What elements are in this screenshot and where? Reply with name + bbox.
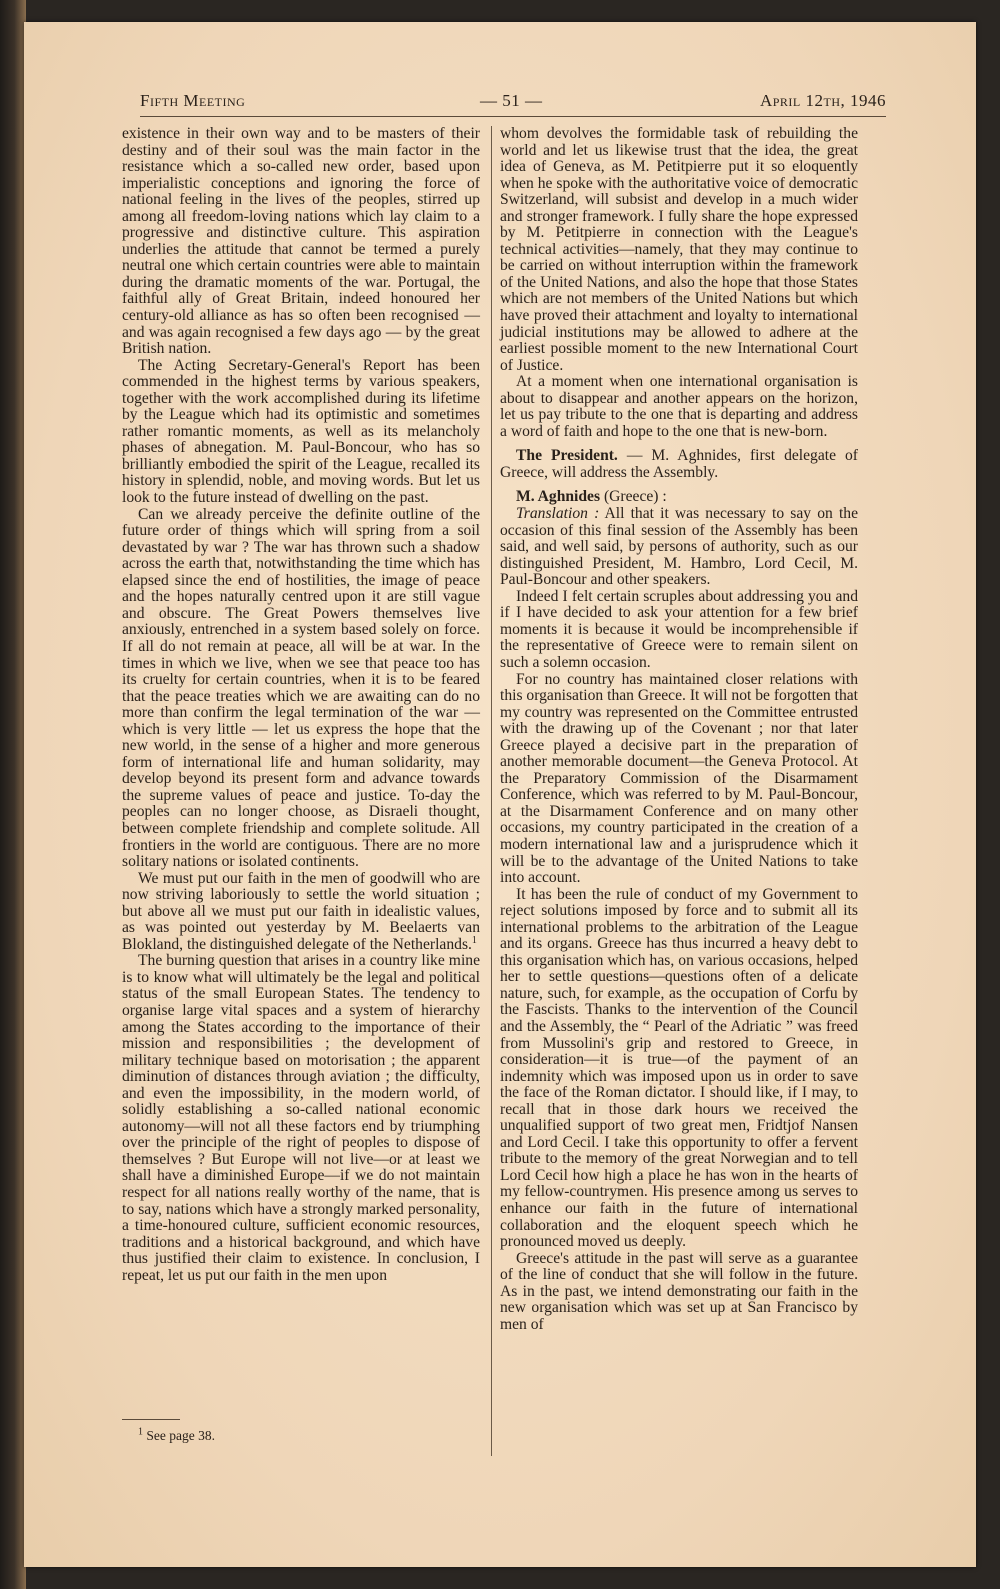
header-date: April 12th, 1946 <box>759 91 886 110</box>
president-paragraph <box>500 448 858 481</box>
paragraph: existence in their own way and to be masters of their destiny and of their soul was the main factor in the resistance which a so-called new order, based upon imperialistic conceptions and ignoring the force of national feeling in the lives of the peoples, stirred up among all freedom-loving nations which lay claim to a progressive and distinctive culture. This aspiration underlies the attitude that cannot be termed a purely neutral one which certain countries were able to maintain during the dramatic moments of the war. Portugal, the faithful ally of Great Britain, indeed honoured her century-old alliance as has so often been recognised — and was again recognised a few days ago — by the great British nation. <box>122 125 480 358</box>
running-header <box>140 91 886 115</box>
paragraph: It has been the rule of conduct of my Government to reject solutions imposed by force and to submit all its international problems to the arbitration of the League and its organs. Greece has thus incurred a heavy debt to this organisation which has, on various occasions, helped her to settle questions—questions often of a delicate nature, such, for example, as the occupation of Corfu by the Fascists. Thanks to the intervention of the Council and the Assembly, the “ Pearl of the Adriatic ” was freed from Mussolini's grip and restored to Greece, in consideration—it is true—of the payment of an indemnity which was imposed upon us in order to save the face of the Roman dictator. I should like, if I may, to recall that in those dark hours we received the unqualified support of two great men, Fridtjof Nansen and Lord Cecil. I take this opportunity to offer a fervent tribute to the memory of the great Norwegian and to tell Lord Cecil how high a place he has won in the hearts of my fellow-countrymen. His presence among us serves to enhance our faith in the future of international collaboration and the eloquent speech which he pronounced moved us deeply. <box>500 885 858 1251</box>
paragraph: At a moment when one international organisation is about to disappear and another appears on the horizon, let us pay tribute to the one that is departing and address a word of faith and hope to the one that is new-born. <box>500 373 858 440</box>
paragraph: For no country has maintained closer relations with this organisation than Greece. It will not be forgotten that my country was represented on the Committee entrusted with the drawing up of the Covenant ; nor that later Greece played a decisive part in the preparation of another memorable document—the Geneva Protocol. At the Preparatory Commission of the Disarmament Conference, which was referred to by M. Paul-Boncour, at the Disarmament Conference and on many other occasions, my country participated in the creation of a modern international law and a jurisprudence which it will be to the advantage of the United Nations to take into account. <box>500 670 858 887</box>
book-spine-shadow <box>0 0 26 1589</box>
footnote <box>138 1428 338 1444</box>
document-page <box>24 22 976 1567</box>
paragraph-text: We must put our faith in the men of goodwill who are now striving laboriously to settle the world situation ; but above all we must put our faith in idealistic values, as was pointed out yesterday by M. Beelaerts van Blokland, the distinguished delegate of the Netherlands. <box>122 869 480 953</box>
speaker-name: M. Aghnides <box>516 488 601 506</box>
paragraph: Can we already perceive the definite outline of the future order of things which will spring from a soil devastated by war ? The war has thrown such a shadow across the earth that, notwithstanding the time which has elapsed since the end of hostilities, the image of peace and the hopes naturally centred upon it are still vague and obscure. The Great Powers themselves live anxiously, entrenched in a system based solely on force. If all do not remain at peace, all will be at war. In the times in which we live, when we see that peace too has its cruelty for certain countries, when it is to be feared that the peace treaties which we are awaiting can do no more than confirm the legal termination of the war — which is very little — let us express the hope that the new world, in the sense of a higher and more generous form of international life and human solidarity, may develop beyond its present form and advance towards the supreme values of peace and justice. To-day the peoples can no longer choose, as Disraeli thought, between complete friendship and complete solitude. All frontiers in the world are contiguous. There are no more solitary nations or isolated continents. <box>122 505 480 871</box>
footnote-text: See page 38. <box>143 1428 215 1443</box>
paragraph <box>122 871 480 954</box>
footnote-rule <box>122 1419 180 1420</box>
footnote-marker: 1 <box>138 1426 143 1438</box>
president-label: The President. <box>516 447 618 465</box>
paragraph: The burning question that arises in a country like mine is to know what will ultimately be the legal and political status of the small European States. The tendency to organise large vital spaces and a system of hierarchy among the States according to the importance of their mission and responsibilities ; the development of military technique based on motorisation ; the apparent diminution of distances through aviation ; the difficulty, and even the impossibility, in the modern world, of solidly establishing a so-called national economic autonomy—will not all these factors end by triumphing over the principle of the right of peoples to dispose of themselves ? But Europe will not live—or at least we shall have a diminished Europe—if we do not maintain respect for all nations really worthy of the name, that is to say, nations which have a strongly marked personality, a time-honoured culture, sufficient economic resources, traditions and a historical background, and which have thus justified their claim to existence. In conclusion, I repeat, let us put our faith in the men upon <box>122 952 480 1284</box>
speaker-country: (Greece) : <box>600 488 667 506</box>
paragraph-text: All that it was necessary to say on the occasion of this final session of the Assembly has been said, and well said, by persons of authority, such as our distinguished President, M. Hambro, Lord Cecil, M. Paul-Boncour and other speakers. <box>500 505 858 589</box>
left-column <box>122 126 480 1284</box>
speaker-heading <box>500 489 858 506</box>
header-rule <box>140 116 886 117</box>
paragraph <box>500 506 858 589</box>
president-text: — M. Aghnides, first delegate of Greece, will address the Assembly. <box>500 447 859 481</box>
paragraph: Greece's attitude in the past will serve as a guarantee of the line of conduct that she will follow in the future. As in the past, we intend demonstrating our faith in the new organisation which was set up at San Francisco by men of <box>500 1249 858 1333</box>
column-divider <box>491 126 492 1456</box>
right-column <box>500 126 858 1333</box>
footnote-ref: 1 <box>471 934 477 946</box>
translation-label: Translation : <box>516 505 600 523</box>
page-number: — 51 — <box>480 91 543 110</box>
paragraph: The Acting Secretary-General's Report has been commended in the highest terms by various speakers, together with the work accomplished during its lifetime by the League which had its optimistic and sometimes rather romantic moments, as well as its melancholy phases of abnegation. M. Paul-Boncour, who has so brilliantly embodied the spirit of the League, recalled its history in splendid, noble, and moving words. But let us look to the future instead of dwelling on the past. <box>122 356 480 507</box>
paragraph: whom devolves the formidable task of rebuilding the world and let us likewise trust that the idea, the great idea of Geneva, as M. Petitpierre put it so eloquently when he spoke with the authoritative voice of democratic Switzerland, will subsist and develop in a much wider and stronger framework. I fully share the hope expressed by M. Petitpierre in connection with the League's technical activities—namely, that they may continue to be carried on without interruption within the framework of the United Nations, and also the hope that those States which are not members of the United Nations but which have proved their attachment and loyalty to international judicial institutions may be allowed to adhere at the earliest possible moment to the new International Court of Justice. <box>500 125 858 374</box>
header-meeting: Fifth Meeting <box>140 91 246 110</box>
paragraph: Indeed I felt certain scruples about addressing you and if I have decided to ask your attention for a few brief moments it is because it would be incomprehensible if the representative of Greece were to remain silent on such a solemn occasion. <box>500 587 858 671</box>
